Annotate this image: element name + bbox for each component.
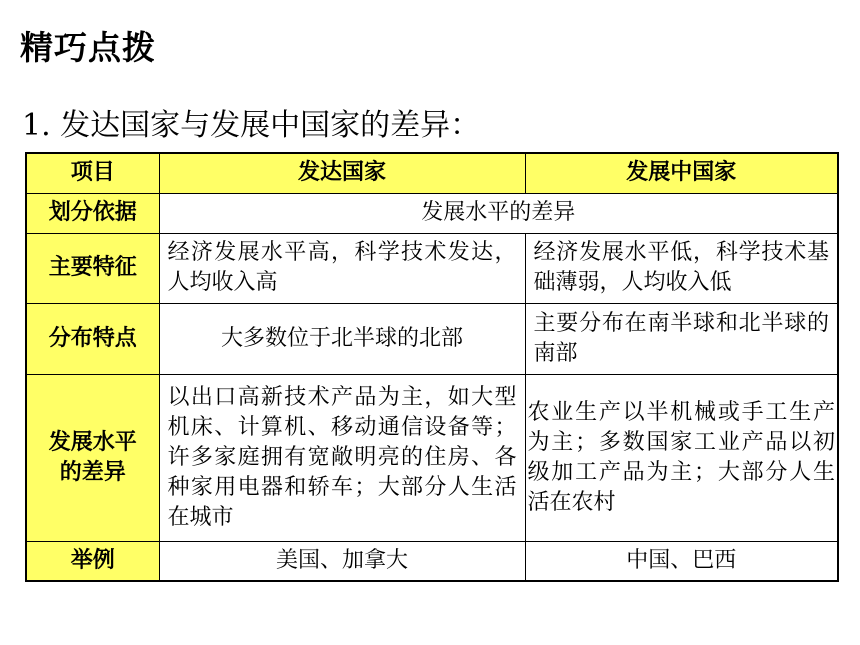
section-heading: 1. 发达国家与发展中国家的差异： <box>22 108 481 143</box>
header-developing: 发展中国家 <box>525 153 838 193</box>
comparison-table <box>25 152 839 582</box>
developing-cell: 主要分布在南半球和北半球的南部 <box>525 303 838 374</box>
developed-cell: 以出口高新技术产品为主，如大型机床、计算机、移动通信设备等；许多家庭拥有宽敞明亮的住房、各种家用电器和轿车；大部分人生活在城市 <box>159 374 525 541</box>
table-row <box>26 193 838 233</box>
header-developed: 发达国家 <box>159 153 525 193</box>
developed-cell: 大多数位于北半球的北部 <box>159 303 525 374</box>
row-label: 划分依据 <box>26 193 159 233</box>
table-row <box>26 303 838 374</box>
table-row <box>26 541 838 581</box>
developing-cell: 农业生产以半机械或手工生产为主；多数国家工业产品以初级加工产品为主；大部分人生活在农村 <box>525 374 838 541</box>
row-label: 主要特征 <box>26 233 159 303</box>
developing-cell: 中国、巴西 <box>525 541 838 581</box>
developing-cell: 经济发展水平低，科学技术基础薄弱，人均收入低 <box>525 233 838 303</box>
row-label: 举例 <box>26 541 159 581</box>
row-label: 分布特点 <box>26 303 159 374</box>
table-row <box>26 374 838 541</box>
table-row <box>26 233 838 303</box>
page-title: 精巧点拨 <box>20 28 156 67</box>
developed-cell: 经济发展水平高，科学技术发达，人均收入高 <box>159 233 525 303</box>
merged-cell: 发展水平的差异 <box>159 193 838 233</box>
table-header-row <box>26 153 838 193</box>
header-item: 项目 <box>26 153 159 193</box>
developed-cell: 美国、加拿大 <box>159 541 525 581</box>
row-label: 发展水平的差异 <box>26 374 159 541</box>
